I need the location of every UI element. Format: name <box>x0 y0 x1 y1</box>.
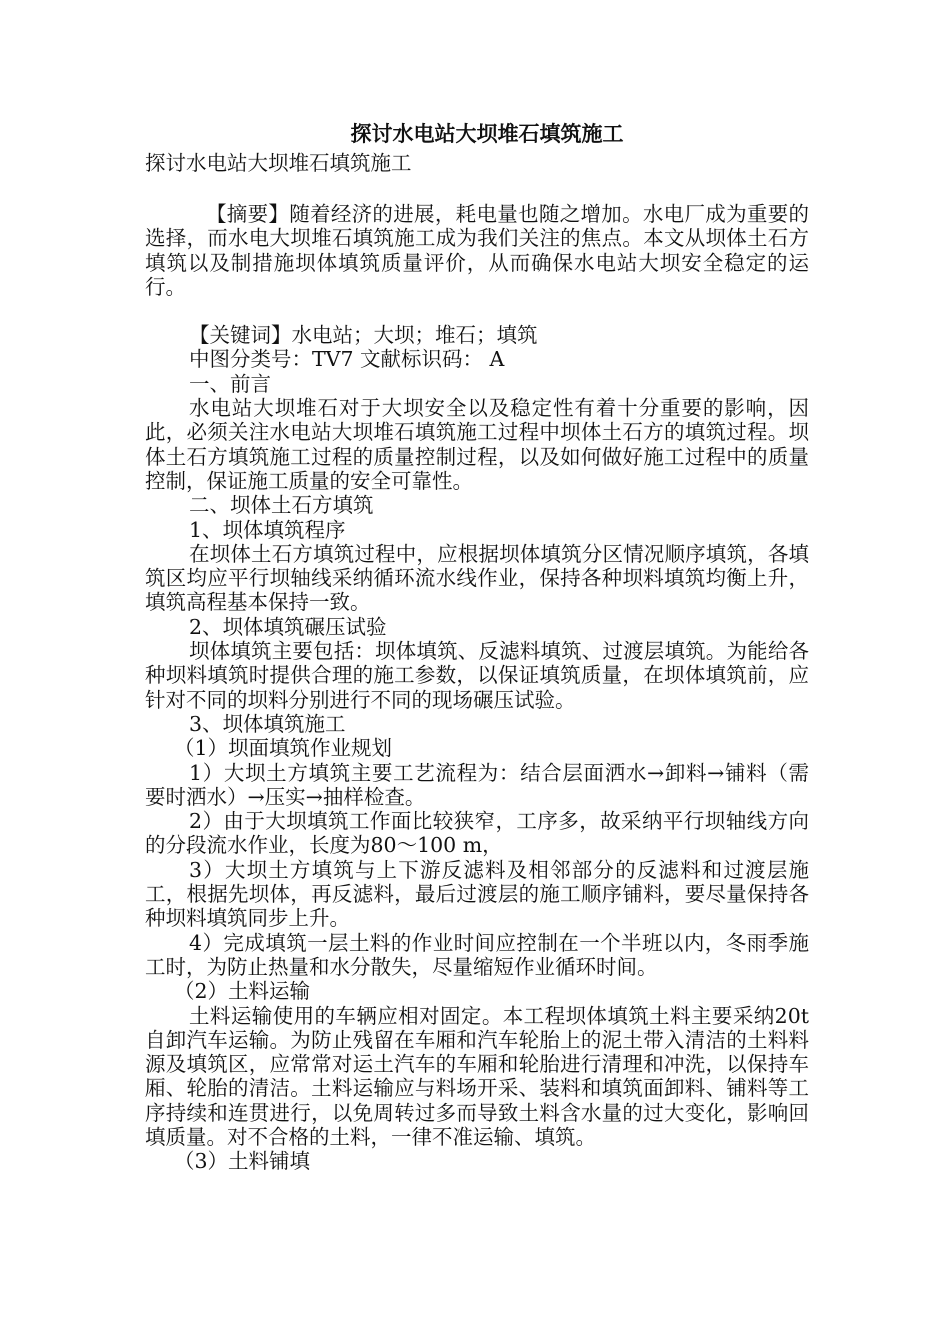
step-paragraph: 1）大坝土方填筑主要工艺流程为：结合层面洒水→卸料→铺料（需要时洒水）→压实→抽样检查。 <box>145 760 809 809</box>
section-heading: 二、坝体土石方填筑 <box>189 493 374 518</box>
subsection-heading: 1、坝体填筑程序 <box>189 517 346 542</box>
item-heading: （1）坝面填筑作业规划 <box>174 736 393 761</box>
abstract-paragraph: 【摘要】随着经济的进展，耗电量也随之增加。水电厂成为重要的选择，而水电大坝堆石填筑施工成为我们关注的焦点。本文从坝体土石方填筑以及制措施坝体填筑质量评价，从而确保水电站大坝安全稳定的运行。 <box>145 202 809 299</box>
body-paragraph: 土料运输使用的车辆应相对固定。本工程坝体填筑土料主要采纳20t自卸汽车运输。为防止残留在车厢和汽车轮胎上的泥土带入清洁的土料料源及填筑区，应常常对运土汽车的车厢和轮胎进行清理和冲洗，以保持车厢、轮胎的清洁。土料运输应与料场开采、装料和填筑面卸料、铺料等工序持续和连贯进行，以免周转过多而导致土料含水量的过大变化，影响回填质量。对不合格的土料，一律不准运输、填筑。 <box>145 1003 809 1149</box>
step-paragraph: 3）大坝土方填筑与上下游反滤料及相邻部分的反滤料和过渡层施工，根据先坝体，再反滤料，最后过渡层的施工顺序铺料，要尽量保持各种坝料填筑同步上升。 <box>145 857 809 931</box>
item-heading: （3）土料铺填 <box>174 1149 311 1174</box>
subsection-heading: 3、坝体填筑施工 <box>189 711 346 736</box>
section-heading: 一、前言 <box>189 371 271 396</box>
document-subtitle: 探讨水电站大坝堆石填筑施工 <box>145 151 412 175</box>
keywords-line: 【关键词】水电站；大坝；堆石；填筑 <box>189 323 538 348</box>
subsection-heading: 2、坝体填筑碾压试验 <box>189 614 387 639</box>
body-paragraph: 坝体填筑主要包括：坝体填筑、反滤料填筑、过渡层填筑。为能给各种坝料填筑时提供合理的施工参数，以保证填筑质量，在坝体填筑前，应针对不同的坝料分别进行不同的现场碾压试验。 <box>145 639 809 712</box>
step-paragraph: 2）由于大坝填筑工作面比较狭窄，工序多，故采纳平行坝轴线方向的分段流水作业，长度为80～100 m， <box>145 809 809 858</box>
step-paragraph: 4）完成填筑一层土料的作业时间应控制在一个半班以内，冬雨季施工时，为防止热量和水分散失，尽量缩短作业循环时间。 <box>145 930 809 979</box>
document-title: 探讨水电站大坝堆石填筑施工 <box>350 121 624 146</box>
body-paragraph: 水电站大坝堆石对于大坝安全以及稳定性有着十分重要的影响，因此，必须关注水电站大坝堆石填筑施工过程中坝体土石方的填筑过程。坝体土石方填筑施工过程的质量控制过程，以及如何做好施工过程中的质量控制，保证施工质量的安全可靠性。 <box>145 396 809 493</box>
item-heading: （2）土料运输 <box>174 979 311 1004</box>
body-paragraph: 在坝体土石方填筑过程中，应根据坝体填筑分区情况顺序填筑，各填筑区均应平行坝轴线采纳循环流水线作业，保持各种坝料填筑均衡上升，填筑高程基本保持一致。 <box>145 541 809 615</box>
document-page <box>145 118 809 1174</box>
classification-line: 中图分类号：TV7 文献标识码： A <box>189 347 505 372</box>
